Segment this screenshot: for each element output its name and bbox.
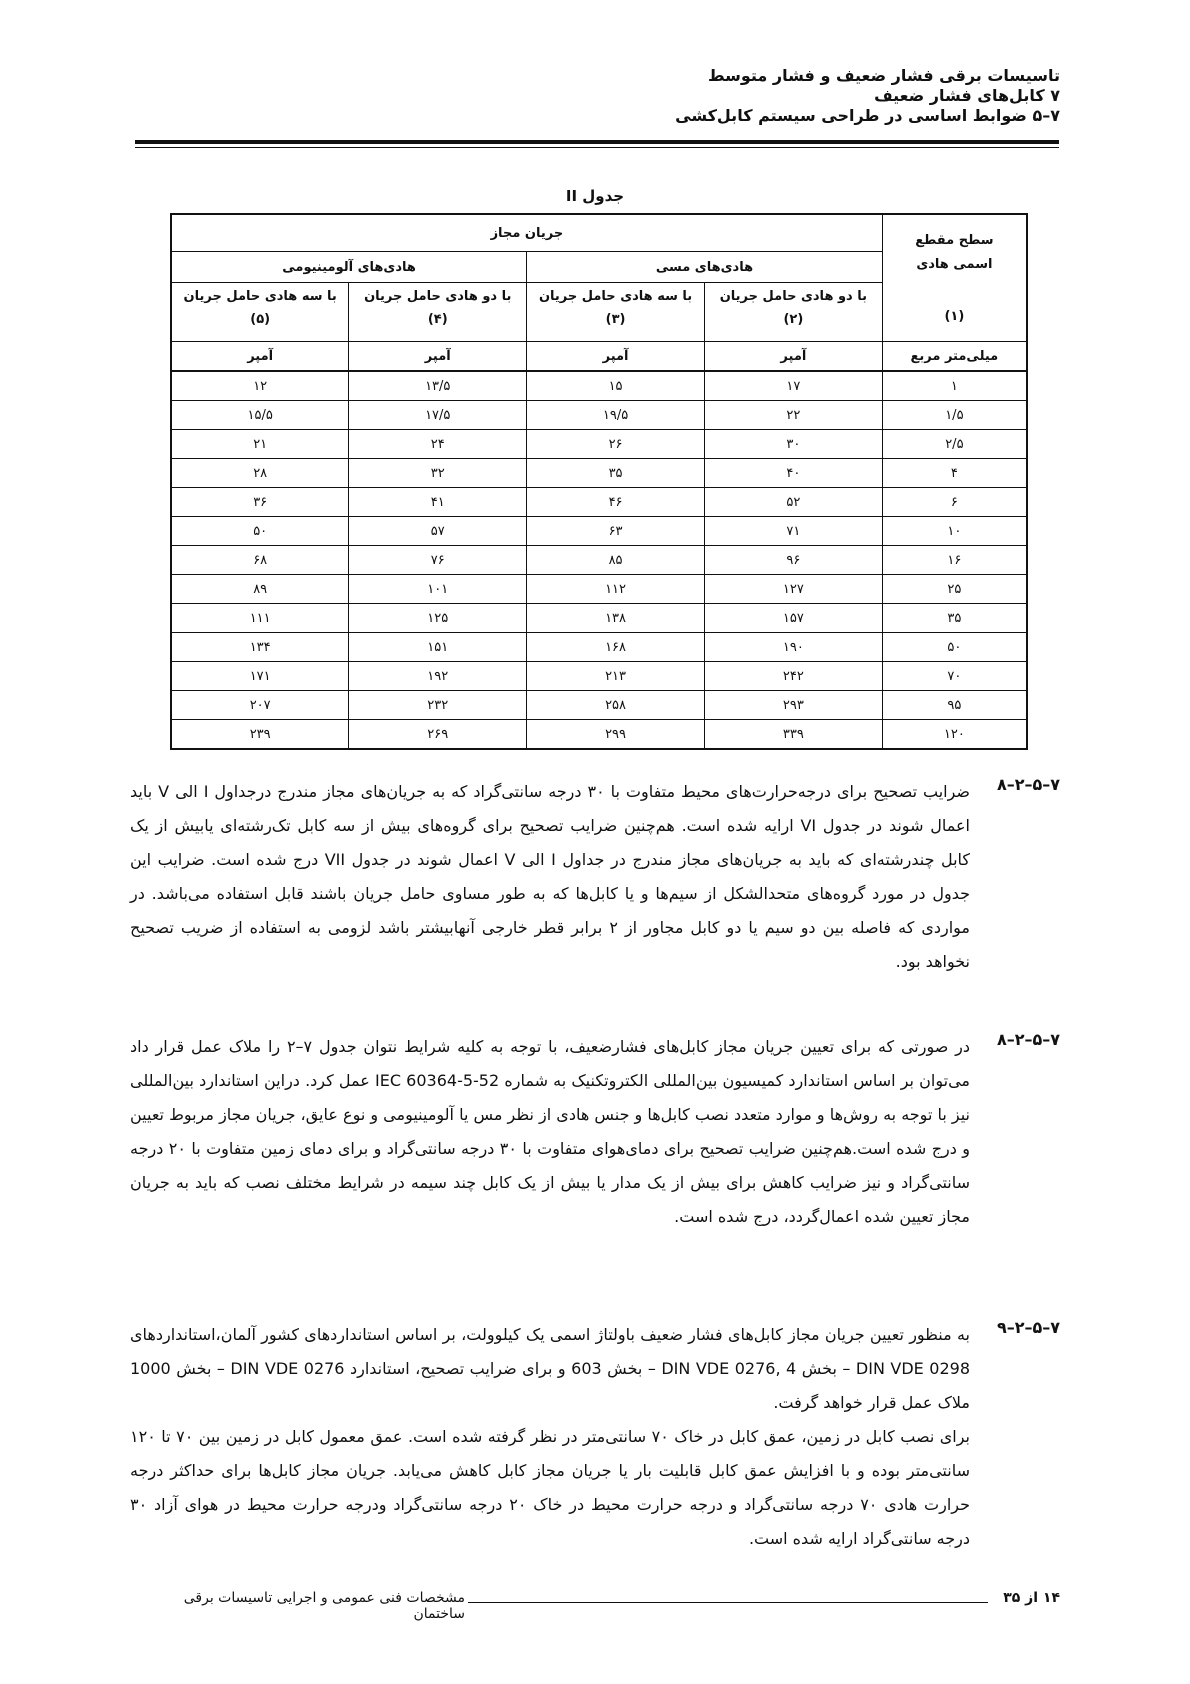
table-cell: ۱۲۷: [704, 575, 882, 604]
table-cell: ۱۲۵: [349, 604, 527, 633]
section-number: ۷–۵–۲–۹: [996, 1318, 1060, 1337]
col2-num: (۲): [783, 312, 804, 327]
col5-sub: با سه هادی حامل جریان: [183, 289, 337, 304]
table-row: [171, 575, 1027, 604]
col4-unit: آمپر: [349, 342, 527, 372]
table-cell: ۳۶: [171, 488, 349, 517]
col4-num: (۴): [427, 312, 448, 327]
col3-sub: با سه هادی حامل جریان: [538, 289, 693, 304]
col1-num: (۱): [944, 309, 965, 324]
group-header: جریان مجاز: [171, 214, 882, 252]
table-row: [171, 488, 1027, 517]
table-cell: ۴۶: [527, 488, 705, 517]
col3-num: (۳): [605, 312, 626, 327]
col2-unit: آمپر: [704, 342, 882, 372]
page-header: [130, 66, 1060, 126]
col3-unit: آمپر: [527, 342, 705, 372]
table-cell: ۱۲: [171, 371, 349, 401]
current-rating-table: [170, 213, 1028, 750]
table-row: [171, 401, 1027, 430]
table-cell: ۸۹: [171, 575, 349, 604]
col4-sub: با دو هادی حامل جریان: [364, 289, 512, 304]
page-number: ۱۴ از ۳۵: [1003, 1590, 1060, 1606]
table-cell: ۲۴۲: [704, 662, 882, 691]
table-cell: ۳۲: [349, 459, 527, 488]
table-cell: ۱۱۲: [527, 575, 705, 604]
table-row: [171, 517, 1027, 546]
table-cell: ۱۰: [882, 517, 1027, 546]
table-cell: ۳۵: [527, 459, 705, 488]
table-row: [171, 720, 1027, 750]
table-cell: ۲۳۲: [349, 691, 527, 720]
table-cell: ۸۵: [527, 546, 705, 575]
table-cell: ۱۵۷: [704, 604, 882, 633]
footer-rule: [468, 1602, 988, 1603]
header-rule-thick: [135, 140, 1059, 144]
table-cell: ۱۵۱: [349, 633, 527, 662]
col2-header: [704, 283, 882, 342]
table-cell: ۴۱: [349, 488, 527, 517]
table-cell: ۱۶: [882, 546, 1027, 575]
table-cell: ۲۶۹: [349, 720, 527, 750]
table-cell: ۲۵۸: [527, 691, 705, 720]
table-cell: ۱۷: [704, 371, 882, 401]
table-cell: ۶۸: [171, 546, 349, 575]
table-cell: ۴: [882, 459, 1027, 488]
col1-title-b: اسمی هادی: [916, 257, 993, 272]
table-row: [171, 691, 1027, 720]
section-text: ضرایب تصحیح برای درجه‌حرارت‌های محیط متفاوت با ۳۰ درجه سانتی‌گراد که به جریان‌های مجاز مندرج درجداول I الی V باید اعمال شوند در جدول VI ارایه شده است. هم‌چنین ضرایب تصحیح برای گروه‌های بیش از سه کابل تک‌رشته‌ای یابیش از یک کابل چندرشته‌ای که باید به جریان‌های مجاز مندرج در جداول I الی V اعمال شوند در جدول VII درج شده است. ضرایب این جدول در مورد گروه‌های متحدالشکل از سیم‌ها و یا کابل‌ها که به طور مساوی حامل جریان باشند قابل استفاده می‌باشد. در مواردی که فاصله بین دو سیم یا دو کابل مجاور از ۲ برابر قطر خارجی آنهابیشتر باشد لزومی به استفاده از ضریب تصحیح نخواهد بود.: [130, 782, 971, 971]
table-cell: ۱۵: [527, 371, 705, 401]
header-line-1: تاسیسات برقی فشار ضعیف و فشار متوسط: [707, 66, 1060, 85]
table-cell: ۲۱: [171, 430, 349, 459]
header-rule-thin: [135, 147, 1059, 148]
section-text-2: برای نصب کابل در زمین، عمق کابل در خاک ۷۰ سانتی‌متر در نظر گرفته شده است. عمق معمول کابل در زمین بین ۷۰ تا ۱۲۰ سانتی‌متر بوده و با افزایش عمق کابل قابلیت بار یا جریان مجاز کابل کاهش می‌یابد. جریان مجاز کابل‌ها برای حداکثر درجه حرارت هادی ۷۰ درجه سانتی‌گراد و درجه حرارت محیط در خاک ۲۰ درجه سانتی‌گراد ودرجه حرارت محیط در هوای آزاد ۳۰ درجه سانتی‌گراد ارایه شده است.: [130, 1427, 971, 1548]
table-cell: ۱/۵: [882, 401, 1027, 430]
table-cell: ۱۹۰: [704, 633, 882, 662]
table-cell: ۵۰: [171, 517, 349, 546]
table-cell: ۳۰: [704, 430, 882, 459]
table-cell: ۲۹۳: [704, 691, 882, 720]
section-number: ۷–۵–۲–۸: [996, 775, 1060, 794]
table-caption: جدول II: [565, 187, 625, 205]
table-cell: ۳۳۹: [704, 720, 882, 750]
table-cell: ۲۳۹: [171, 720, 349, 750]
col1-unit: میلی‌متر مربع: [882, 342, 1027, 372]
header-line-3: ۷–۵ ضوابط اساسی در طراحی سیستم کابل‌کشی: [675, 106, 1060, 125]
table-cell: ۶۳: [527, 517, 705, 546]
table-cell: ۶: [882, 488, 1027, 517]
table-row: [171, 371, 1027, 401]
table-cell: ۱۷۱: [171, 662, 349, 691]
section-iec-standard: [130, 1030, 1060, 1234]
table-cell: ۷۶: [349, 546, 527, 575]
table-cell: ۱۰۱: [349, 575, 527, 604]
table-cell: ۵۰: [882, 633, 1027, 662]
table-cell: ۱۲۰: [882, 720, 1027, 750]
table-cell: ۲۶: [527, 430, 705, 459]
table-cell: ۲۱۳: [527, 662, 705, 691]
table-cell: ۲۰۷: [171, 691, 349, 720]
table-row: [171, 604, 1027, 633]
table-cell: ۲۴: [349, 430, 527, 459]
col2-sub: با دو هادی حامل جریان: [719, 289, 868, 304]
table-cell: ۱۷/۵: [349, 401, 527, 430]
table-cell: ۱: [882, 371, 1027, 401]
table-cell: ۱۹/۵: [527, 401, 705, 430]
table-cell: ۱۱۱: [171, 604, 349, 633]
table-cell: ۱۶۸: [527, 633, 705, 662]
table-cell: ۱۳۸: [527, 604, 705, 633]
table-cell: ۱۳۴: [171, 633, 349, 662]
section-number: ۷–۵–۲–۸: [996, 1030, 1060, 1049]
col5-unit: آمپر: [171, 342, 349, 372]
table-cell: ۲۸: [171, 459, 349, 488]
table-cell: ۷۰: [882, 662, 1027, 691]
section-correction-factors: [130, 775, 1060, 979]
table-cell: ۹۵: [882, 691, 1027, 720]
col1-title-a: سطح مقطع: [915, 233, 994, 248]
table-cell: ۲۵: [882, 575, 1027, 604]
table-row: [171, 662, 1027, 691]
col4-header: [349, 283, 527, 342]
table-cell: ۷۱: [704, 517, 882, 546]
aluminium-header: هادی‌های آلومینیومی: [171, 252, 527, 283]
table-row: [171, 430, 1027, 459]
table-cell: ۲۹۹: [527, 720, 705, 750]
table-row: [171, 459, 1027, 488]
col5-num: (۵): [250, 312, 271, 327]
table-cell: ۳۵: [882, 604, 1027, 633]
table-cell: ۴۰: [704, 459, 882, 488]
section-text: در صورتی که برای تعیین جریان مجاز کابل‌های فشارضعیف، با توجه به کلیه شرایط نتوان جدول ۷–۲ را ملاک عمل قرار داد می‌توان بر اساس استاندارد کمیسیون بین‌المللی الکتروتکنیک به شماره IEC 60364-5-52 عمل کرد. دراین استاندارد بین‌المللی نیز با توجه به روش‌ها و موارد متعدد نصب کابل‌ها و جنس هادی از نظر مس یا آلومینیومی و نوع عایق، جریان مجاز مربوط تعیین و درج شده است.هم‌چنین ضرایب تصحیح برای دمای‌هوای متفاوت با ۳۰ درجه سانتی‌گراد و برای دمای زمین متفاوت با ۲۰ درجه سانتی‌گراد و نیز ضرایب کاهش برای بیش از یک مدار یا بیش از یک کابل چند سیمه در شرایط مختلف نصب که باید به جریان مجاز تعیین شده اعمال‌گردد، درج شده است.: [129, 1037, 971, 1226]
section-din-standard: [130, 1318, 1060, 1556]
footer-title: مشخصات فنی عمومی و اجرایی تاسیسات برقی ساختمان: [183, 1590, 465, 1622]
table-cell: ۲/۵: [882, 430, 1027, 459]
table-cell: ۲۲: [704, 401, 882, 430]
table-cell: ۹۶: [704, 546, 882, 575]
table-cell: ۵۲: [704, 488, 882, 517]
header-line-2: ۷ کابل‌های فشار ضعیف: [874, 86, 1060, 105]
table-cell: ۱۵/۵: [171, 401, 349, 430]
table-row: [171, 546, 1027, 575]
table-cell: ۱۹۲: [349, 662, 527, 691]
col5-header: [171, 283, 349, 342]
table-row: [171, 633, 1027, 662]
table-cell: ۵۷: [349, 517, 527, 546]
copper-header: هادی‌های مسی: [527, 252, 883, 283]
table-cell: ۱۳/۵: [349, 371, 527, 401]
col3-header: [527, 283, 705, 342]
section-text: به منظور تعیین جریان مجاز کابل‌های فشار ضعیف باولتاژ اسمی یک کیلوولت، بر اساس استانداردهای کشور آلمان،استانداردهای DIN VDE 0298 – بخش 4 ,DIN VDE 0276 – بخش 603 و برای ضرایب تصحیح، استاندارد DIN VDE 0276 – بخش 1000 ملاک عمل قرار خواهد گرفت.: [130, 1325, 970, 1412]
col1-header: [882, 214, 1027, 342]
